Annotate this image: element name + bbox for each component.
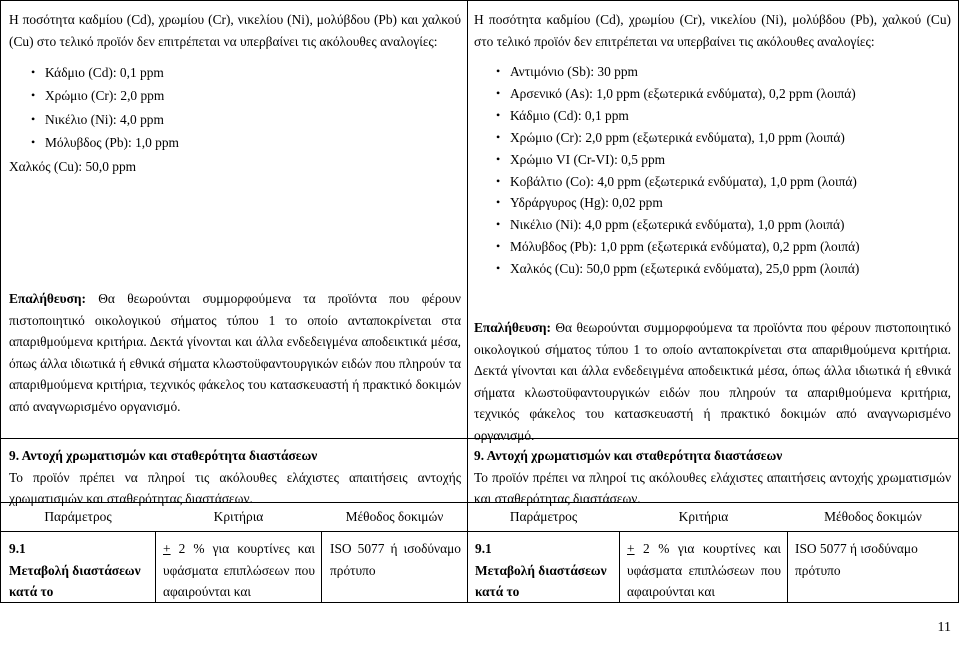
right-section-9 [474,445,951,510]
right-limits-list [474,61,951,280]
left-verification [9,288,461,417]
param-number: 9.1 [475,541,492,556]
left-section-text: Το προϊόν πρέπει να πληροί τις ακόλουθες ελάχιστες απαιτήσεις αντοχής χρωματισμών και σταθερότητας διαστάσεων. [9,469,461,506]
left-limit-plain: Χαλκός (Cu): 50,0 ppm [9,158,137,174]
plus-minus-sign: + [163,541,171,556]
left-verification-label: Επαλήθευση: [9,291,86,306]
method-cell-right: ISO 5077 ή ισοδύναμο πρότυπο [795,541,918,578]
param-text: Μεταβολή διαστάσεων κατά το [9,562,141,599]
left-section-title: 9. Αντοχή χρωματισμών και σταθερότητα διαστάσεων [9,448,318,463]
right-section-title: 9. Αντοχή χρωματισμών και σταθερότητα διαστάσεων [474,448,783,463]
right-limit-item: • Χαλκός (Cu): 50,0 ppm (εξωτερικά ενδύματα), 25,0 ppm (λοιπά) [474,258,951,280]
right-content [474,9,951,280]
right-limit-item: • Κοβάλτιο (Co): 4,0 ppm (εξωτερικά ενδύματα), 1,0 ppm (λοιπά) [474,171,951,193]
left-content [9,9,461,178]
method-cell-left: ISO 5077 ή ισοδύναμο πρότυπο [330,541,461,578]
header-method-right: Μέθοδος δοκιμών [824,509,922,524]
plus-minus-sign: + [627,541,635,556]
left-limits-list [9,61,461,155]
param-text: Μεταβολή διαστάσεων κατά το [475,562,607,599]
criteria-text: 2 % για κουρτίνες και υφάσματα επιπλώσεων που αφαιρούνται και [163,541,315,599]
right-limit-item: • Υδράργυρος (Hg): 0,02 ppm [474,192,951,214]
header-parameter-right: Παράμετρος [509,509,578,524]
right-limit-item: • Μόλυβδος (Pb): 1,0 ppm (εξωτερικά ενδύματα), 0,2 ppm (λοιπά) [474,236,951,258]
left-limit-item: • Μόλυβδος (Pb): 1,0 ppm [9,131,461,154]
right-verification-label: Επαλήθευση: [474,320,551,335]
right-verification-text: Θα θεωρούνται συμμορφούμενα τα προϊόντα που φέρουν πιστοποιητικό οικολογικού σήματος τύπου 1 το οποίο ανταποκρίνεται στα απαριθμούμενα κριτήρια. Δεκτά γίνονται και άλλα ενδεδειγμένα αποδεικτικά μέσα, όπως άλλα ιδιωτικά ή εθνικά σήματα κλωστοϋφαντουργικών ειδών που πληρούν τα απαριθμούμενα κριτήρια, τεχνικός φάκελος του κατασκευαστή ή πρακτικό δοκιμών από αναγνωρισμένο οργανισμό. [474,320,951,443]
header-parameter-left: Παράμετρος [44,509,112,524]
left-intro: Η ποσότητα καδμίου (Cd), χρωμίου (Cr), νικελίου (Ni), μολύβδου (Pb) και χαλκού (Cu) στο τελικό προϊόν δεν επιτρέπεται να υπερβαίνει τις ακόλουθες αναλογίες: [9,12,461,49]
param-cell-right [475,538,613,603]
criteria-cell-right [627,538,781,603]
right-limit-item: • Κάδμιο (Cd): 0,1 ppm [474,105,951,127]
right-limit-item: • Χρώμιο VI (Cr-VI): 0,5 ppm [474,149,951,171]
right-limit-item: • Νικέλιο (Ni): 4,0 ppm (εξωτερικά ενδύματα), 1,0 ppm (λοιπά) [474,214,951,236]
criteria-text: 2 % για κουρτίνες και υφάσματα επιπλώσεων που αφαιρούνται και [627,541,781,599]
right-limit-item: • Αρσενικό (As): 1,0 ppm (εξωτερικά ενδύματα), 0,2 ppm (λοιπά) [474,83,951,105]
left-limit-item: • Χρώμιο (Cr): 2,0 ppm [9,84,461,107]
right-section-text: Το προϊόν πρέπει να πληροί τις ακόλουθες ελάχιστες απαιτήσεις αντοχής χρωματισμών και σταθερότητας διαστάσεων. [474,469,951,506]
page-number: 11 [937,620,951,635]
left-section-9 [9,445,461,510]
right-limit-item: • Χρώμιο (Cr): 2,0 ppm (εξωτερικά ενδύματα), 1,0 ppm (λοιπά) [474,127,951,149]
right-intro: Η ποσότητα καδμίου (Cd), χρωμίου (Cr), νικελίου (Ni), μολύβδου (Pb), χαλκού (Cu) στο τελικό προϊόν δεν επιτρέπεται να υπερβαίνει τις ακόλουθες αναλογίες: [474,12,951,49]
param-cell-left [9,538,149,603]
header-criteria-right: Κριτήρια [678,509,729,524]
left-verification-text: Θα θεωρούνται συμμορφούμενα τα προϊόντα που φέρουν πιστοποιητικό οικολογικού σήματος τύπου 1 το οποίο ανταποκρίνεται στα απαριθμούμενα κριτήρια. Δεκτά γίνονται και άλλα ενδεδειγμένα αποδεικτικά μέσα, όπως άλλα ιδιωτικά ή εθνικά σήματα κλωστοϋφαντουργικών ειδών που πληρούν τα απαριθμούμενα κριτήρια, τεχνικός φάκελος του κατασκευαστή ή πρακτικό δοκιμών από αναγνωρισμένο οργανισμό. [9,291,461,414]
header-method-left: Μέθοδος δοκιμών [345,509,444,524]
header-criteria-left: Κριτήρια [213,509,264,524]
param-number: 9.1 [9,541,26,556]
criteria-cell-left [163,538,315,603]
left-limit-item: • Κάδμιο (Cd): 0,1 ppm [9,61,461,84]
left-limit-item: • Νικέλιο (Ni): 4,0 ppm [9,108,461,131]
right-limit-item: • Αντιμόνιο (Sb): 30 ppm [474,61,951,83]
right-verification [474,317,951,446]
